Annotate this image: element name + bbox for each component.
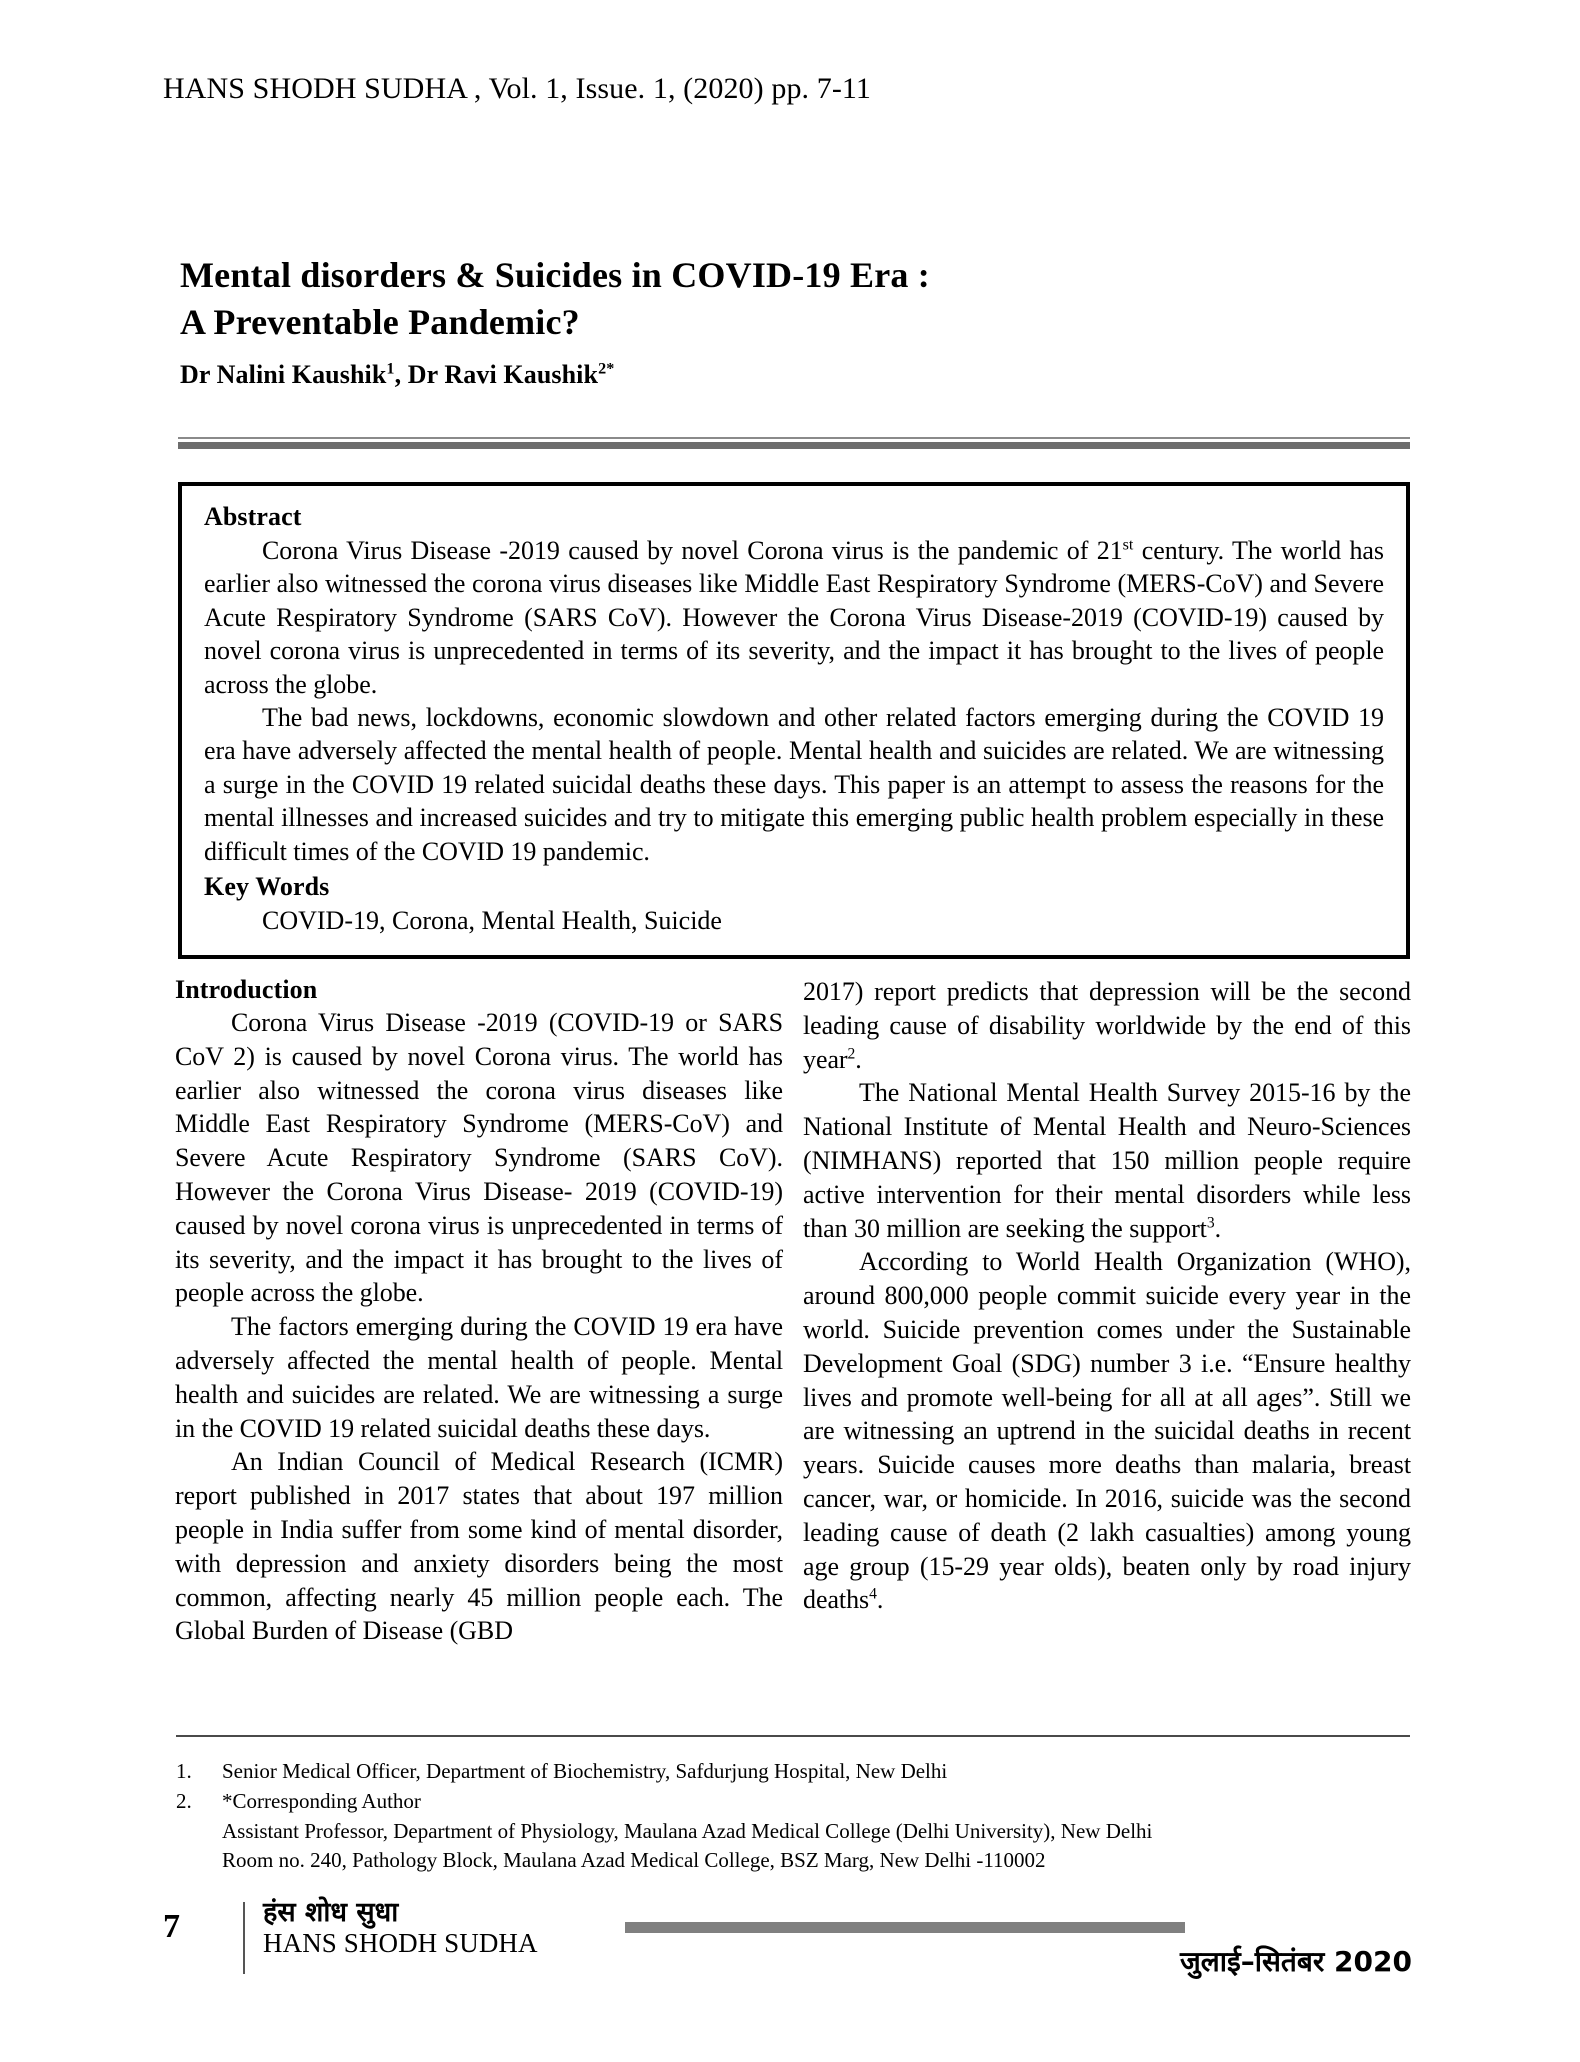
journal-name-english: HANS SHODH SUDHA — [263, 1928, 538, 1959]
right-p2-part-b: . — [1214, 1213, 1222, 1243]
footnote-item-1 — [176, 1757, 1416, 1787]
right-p2-part-a: The National Mental Health Survey 2015-16 by the National Institute of Mental Health and Neuro-Sciences (NIMHANS) reported that 150 million people require active intervention for their mental disorders while less than 30 million are seeking the support — [803, 1078, 1411, 1243]
reference-marker-2: 2 — [847, 1044, 856, 1062]
author-name-2: Dr Ravi Kaushik — [407, 359, 599, 389]
right-p3-part-b: . — [876, 1585, 884, 1615]
footnote-list — [176, 1757, 1416, 1876]
title-line-2: A Preventable Pandemic? — [180, 301, 580, 342]
right-paragraph-2 — [803, 1076, 1411, 1245]
footer-journal-name — [263, 1898, 538, 1959]
author-name-1: Dr Nalini Kaushik — [180, 359, 387, 389]
right-p3-part-a: According to World Health Organization (WHO), around 800,000 people commit suicide every year in the world. Suicide prevention comes under the Sustainable Development Goal (SDG) number 3 i.e. “Ensure healthy lives and promote well-being for all at all ages”. Still we are witnessing an uptrend in the suicidal deaths in recent years. Suicide causes more deaths than malaria, breast cancer, war, or homicide. In 2016, suicide was the second leading cause of death (2 lakh casualties) among young age group (15-29 year olds), beaten only by road injury deaths — [803, 1247, 1411, 1615]
author-separator: , — [394, 359, 408, 389]
body-column-left — [175, 975, 783, 1648]
keywords-list: COVID-19, Corona, Mental Health, Suicide — [262, 906, 722, 936]
right-paragraph-3 — [803, 1245, 1411, 1617]
right-paragraph-1 — [803, 975, 1411, 1076]
footnote-text-2: *Corresponding Author — [222, 1788, 421, 1813]
journal-name-hindi: हंस शोध सुधा — [263, 1897, 399, 1928]
abstract-box — [178, 482, 1410, 959]
footnote-item-2 — [176, 1787, 1416, 1817]
footer-gray-bar — [625, 1922, 1185, 1933]
reference-marker-3: 3 — [1206, 1213, 1215, 1231]
article-body — [175, 975, 1411, 1725]
running-head: HANS SHODH SUDHA , Vol. 1, Issue. 1, (2020) pp. 7-11 — [163, 72, 872, 105]
footnote-text-2-line-3: Room no. 240, Pathology Block, Maulana Azad Medical College, BSZ Marg, New Delhi -110002 — [222, 1848, 1046, 1873]
right-p1-part-a: 2017) report predicts that depression will be the second leading cause of disability worldwide by the end of this year — [803, 977, 1411, 1074]
body-column-right — [803, 975, 1411, 1617]
reference-marker-4: 4 — [869, 1585, 877, 1603]
author-affiliation-marker-1: 1 — [386, 359, 395, 377]
footnote-text-1: Senior Medical Officer, Department of Biochemistry, Safdurjung Hospital, New Delhi — [222, 1759, 948, 1783]
page-footer — [0, 1897, 1580, 2030]
title-block — [180, 252, 1390, 390]
footnote-text-2-line-2: Assistant Professor, Department of Physiology, Maulana Azad Medical College (Delhi University), New Delhi — [222, 1818, 1153, 1843]
title-line-1: Mental disorders & Suicides in COVID-19 Era : — [180, 255, 930, 295]
right-p1-part-b: . — [855, 1044, 862, 1074]
page-number: 7 — [163, 1908, 180, 1945]
author-affiliation-marker-2: 2* — [598, 359, 615, 377]
issue-date: जुलाई–सितंबर 2020 — [1179, 1945, 1412, 1978]
abstract-p1-part-a: Corona Virus Disease -2019 caused by novel Corona virus is the pandemic of 21 — [262, 536, 1123, 565]
keywords-heading: Key Words — [204, 872, 330, 902]
abstract-p1-part-b: century. The world has earlier also witnessed the corona virus diseases like Middle East Respiratory Syndrome (MERS-CoV) and Severe Acute Respiratory Syndrome (SARS CoV). However the Corona Virus Disease-2019 (COVID-19) caused by novel corona virus is unprecedented in terms of its severity, and the impact it has brought to the lives of people across the globe. — [204, 536, 1384, 699]
left-paragraph-3: An Indian Council of Medical Research (ICMR) report published in 2017 states that about 197 million people in India suffer from some kind of mental disorder, with depression and anxiety disorders being the most common, affecting nearly 45 million people each. The Global Burden of Disease (GBD — [175, 1447, 783, 1646]
divider-thick-line — [178, 442, 1410, 449]
page-title — [180, 252, 1390, 346]
footnote-number-1: 1. — [176, 1759, 192, 1783]
title-divider — [178, 437, 1410, 449]
author-list — [180, 360, 1390, 390]
footnote-number-2: 2. — [176, 1788, 192, 1813]
footnote-separator — [176, 1735, 1410, 1737]
abstract-paragraph-2: The bad news, lockdowns, economic slowdown and other related factors emerging during the COVID 19 era have adversely affected the mental health of people. Mental health and suicides are related. We are witnessing a surge in the COVID 19 related suicidal deaths these days. This paper is an attempt to assess the reasons for the mental illnesses and increased suicides and try to mitigate this emerging public health problem especially in these difficult times of the COVID 19 pandemic. — [204, 703, 1384, 866]
abstract-heading: Abstract — [204, 502, 302, 531]
left-paragraph-2: The factors emerging during the COVID 19 era have adversely affected the mental health of people. Mental health and suicides are related. We are witnessing a surge in the COVID 19 related suicidal deaths these days. — [175, 1312, 783, 1443]
footer-vertical-divider — [243, 1902, 245, 1974]
abstract-ordinal-suffix: st — [1122, 536, 1134, 554]
section-heading-introduction: Introduction — [175, 975, 318, 1004]
left-paragraph-1: Corona Virus Disease -2019 (COVID-19 or SARS CoV 2) is caused by novel Corona virus. The world has earlier also witnessed the corona virus diseases like Middle East Respiratory Syndrome (MERS-CoV) and Severe Acute Respiratory Syndrome (SARS CoV). However the Corona Virus Disease- 2019 (COVID-19) caused by novel corona virus is unprecedented in terms of its severity, and the impact it has brought to the lives of people across the globe. — [175, 1008, 783, 1308]
abstract-paragraph-1 — [204, 534, 1384, 701]
